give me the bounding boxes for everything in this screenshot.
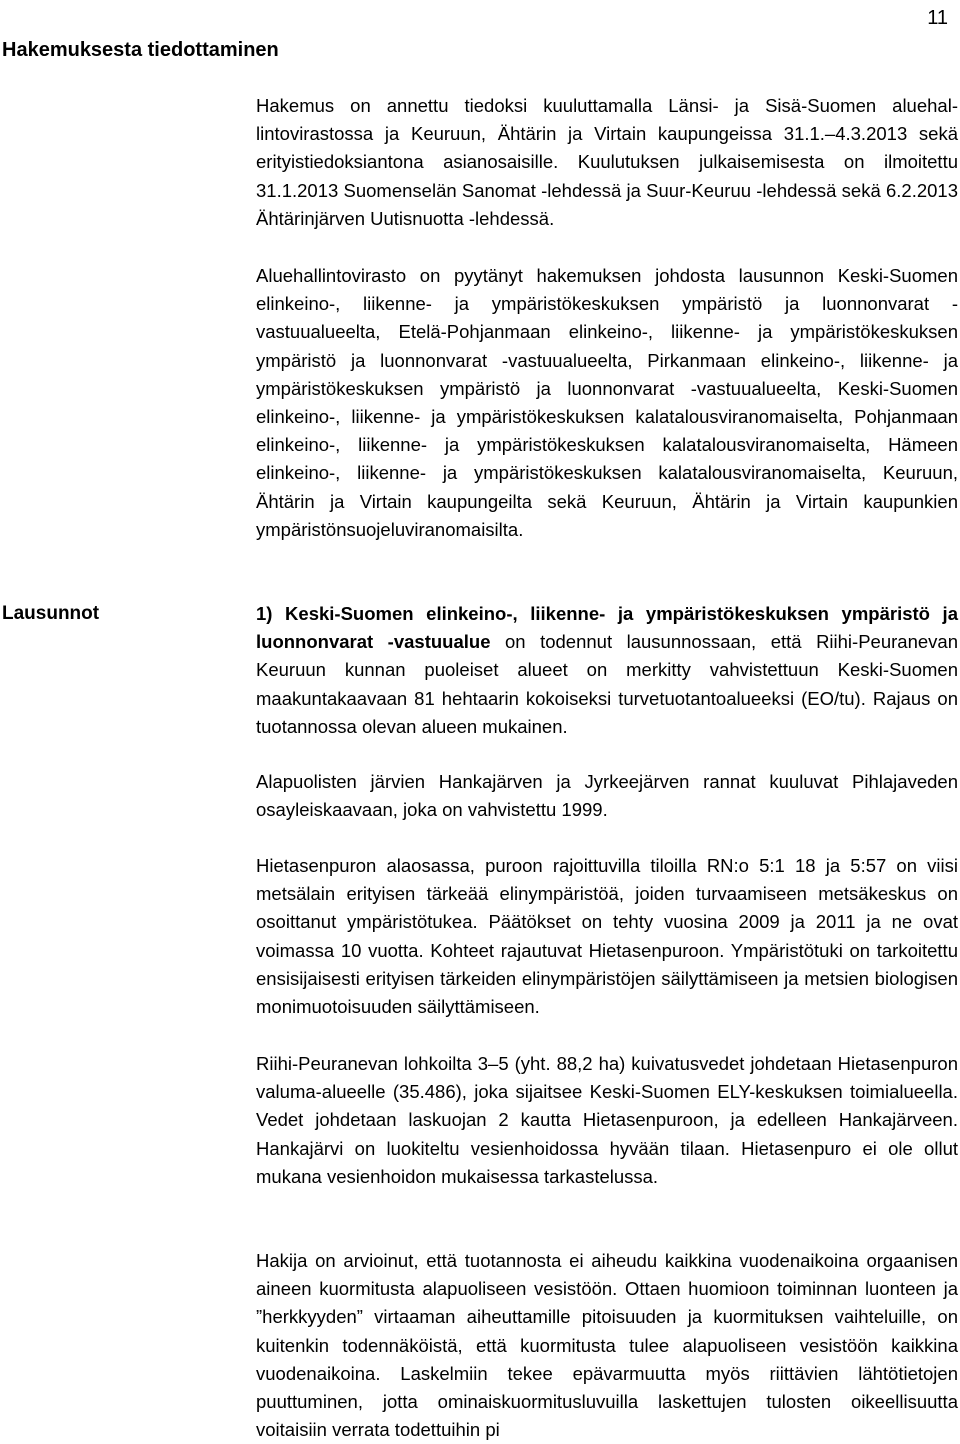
statement-1-paragraph: [256, 600, 958, 741]
notification-paragraph-1: Hakemus on annettu tiedoksi kuuluttamalla Länsi- ja Sisä-Suomen aluehallintovirastossa ja Keuruun, Ähtärin ja Virtain kaupungeissa 31.1.–4.3.2013 sekä erityistiedoksiantona asianosaisille. Kuulutuksen julkaisemisesta on ilmoitettu 31.1.2013 Suomenselän Sanomat -lehdessä ja Suur-Keuruu -lehdessä sekä 6.2.2013 Ähtärinjärven Uutisnuotta -lehdessä.: [256, 95, 958, 229]
section-heading: Hakemuksesta tiedottaminen: [2, 39, 279, 61]
statements-label: Lausunnot: [2, 603, 100, 624]
statement-paragraph-block-3: [256, 1050, 958, 1191]
request-section: [256, 262, 958, 544]
statement-paragraph-block-4: [256, 1247, 958, 1444]
statement-paragraph-block-1: [256, 768, 958, 824]
statement-paragraph: Alapuolisten järvien Hankajärven ja Jyrkeejärven rannat kuuluvat Pihlajaveden osayleiskaavaan, joka on vahvistettu 1999.: [256, 771, 958, 821]
statement-paragraph: Riihi-Peuranevan lohkoilta 3–5 (yht. 88,2 ha) kuivatusvedet johdetaan Hietasenpuron valuma-alueelle (35.486), joka sijaitsee Keski-Suomen ELY-keskuksen toimialueella. Vedet johdetaan laskuojan 2 kautta Hietasenpuroon, ja edelleen Hankajärveen. Hankajärvi on luokiteltu vesienhoidossa hyvään tilaan. Hietasenpuro ei ole ollut mukana vesienhoidon mukaisessa tarkastelussa.: [256, 1053, 958, 1187]
statement-1-text: on todennut lausunnossaan, että Riihi-Peuranevan Keuruun kunnan puoleiset alueet on merkitty vahvistettuun Keski-Suomen maakuntakaavaan 81 hehtaarin kokoiseksi turvetuotantoalueeksi (EO/tu). Rajaus on tuotannossa olevan alueen mukainen.: [256, 631, 958, 737]
statement-paragraph: Hietasenpuron alaosassa, puroon rajoittuvilla tiloilla RN:o 5:1 18 ja 5:57 on viisi metsälain erityisen tärkeää elinympäristöä, joiden turvaamiseen metsäkeskus on osoittanut ympäristötukea. Päätökset on tehty vuosina 2009 ja 2011 ja ne ovat voimassa 10 vuotta. Kohteet rajautuvat Hietasenpuroon. Ympäristötuki on tarkoitettu ensisijaisesti erityisen tärkeiden elinympäristöjen säilyttämiseen ja metsien biologisen monimuotoisuuden säilyttämiseen.: [256, 855, 958, 1018]
notification-section: [256, 92, 958, 233]
statement-1: [256, 600, 958, 741]
statement-paragraph-block-2: [256, 852, 958, 1021]
statement-paragraph: Hakija on arvioinut, että tuotannosta ei aiheudu kaikkina vuodenaikoina orgaanisen aineen kuormitusta alapuoliseen vesistöön. Ottaen huomioon toiminnan luonteen ja ”herkkyyden” virtaaman aiheuttamille pitoisuuden ja kuormituksen vaihteluille, on kuitenkin todennäköistä, että kuormitusta tulee alapuoliseen vesistöön kaikkina vuodenaikoina. Laskelmiin tekee epävarmuutta myös riittävien lähtötietojen puuttuminen, jotta ominaiskuormitusluvuilla laskettujen tulosten oikeellisuutta voitaisiin verrata todettuihin pi: [256, 1250, 958, 1441]
page-number: 11: [927, 7, 948, 29]
notification-paragraph-2: Aluehallintovirasto on pyytänyt hakemuksen johdosta lausunnon Keski-Suomen elinkeino-, liikenne- ja ympäristökeskuksen ympäristö ja luonnonvarat -vastuualueelta, Etelä-Pohjanmaan elinkeino-, liikenne- ja ympäristökeskuksen ympäristö ja luonnonvarat -vastuualueelta, Pirkanmaan elinkeino-, liikenne- ja ympäristökeskuksen ympäristö ja luonnonvarat -vastuualueelta, Keski-Suomen elinkeino-, liikenne- ja ympäristökeskuksen kalatalousviranomaiselta, Pohjanmaan elinkeino-, liikenne- ja ympäristökeskuksen kalatalousviranomaiselta, Hämeen elinkeino-, liikenne- ja ympäristökeskuksen kalatalousviranomaiselta, Keuruun, Ähtärin ja Virtain kaupungeilta sekä Keuruun, Ähtärin ja Virtain kaupunkien ympäristönsuojeluviranomaisilta.: [256, 265, 958, 540]
statement-1-authority: 1) Keski-Suomen elinkeino-, liikenne- ja ympäristökeskuksen ympäristö ja luonnonvarat -vastuualue: [256, 603, 958, 653]
